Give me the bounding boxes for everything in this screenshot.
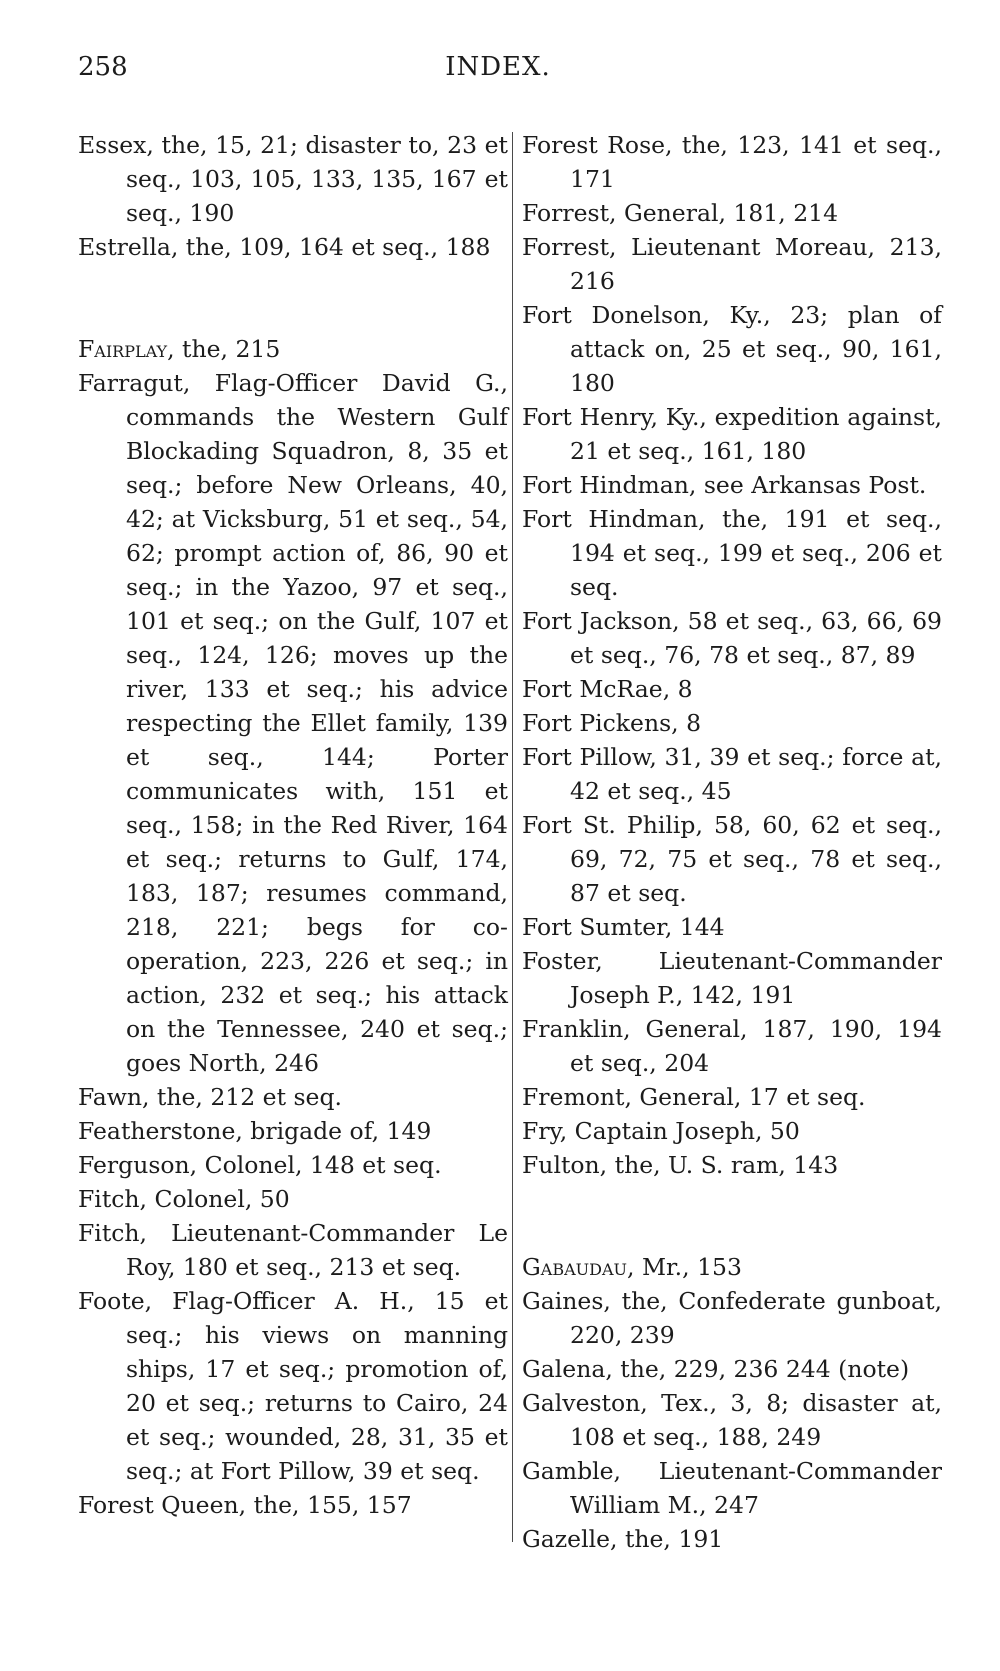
index-entry-essex: Essex, the, 15, 21; disaster to, 23 et seq., 103, 105, 133, 135, 167 et seq., 190 <box>78 131 508 227</box>
index-entry-fitch-lieutenant: Fitch, Lieutenant-Commander Le Roy, 180 et seq., 213 et seq. <box>78 1219 508 1281</box>
index-entry-franklin: Franklin, General, 187, 190, 194 et seq., 204 <box>522 1015 942 1077</box>
index-entry-forest-rose: Forest Rose, the, 123, 141 et seq., 171 <box>522 131 942 193</box>
index-entry-gaines: Gaines, the, Confederate gunboat, 220, 239 <box>522 1287 942 1349</box>
index-entry-gazelle: Gazelle, the, 191 <box>522 1525 724 1553</box>
index-entry-gamble: Gamble, Lieutenant-Commander William M., 247 <box>522 1457 942 1519</box>
page-header <box>78 52 918 92</box>
index-entry-fort-pickens: Fort Pickens, 8 <box>522 709 702 737</box>
index-entry-foote: Foote, Flag-Officer A. H., 15 et seq.; his views on manning ships, 17 et seq.; promotion of, 20 et seq.; returns to Cairo, 24 et seq.; wounded, 28, 31, 35 et seq.; at Fort Pillow, 39 et seq. <box>78 1287 508 1485</box>
index-entry-fort-mcrae: Fort McRae, 8 <box>522 675 693 703</box>
index-entry-fry: Fry, Captain Joseph, 50 <box>522 1117 800 1145</box>
index-entry-ferguson: Ferguson, Colonel, 148 et seq. <box>78 1151 442 1179</box>
section-gap <box>522 1182 942 1250</box>
index-entry-fort-jackson: Fort Jackson, 58 et seq., 63, 66, 69 et seq., 76, 78 et seq., 87, 89 <box>522 607 942 669</box>
index-entry-fort-donelson: Fort Donelson, Ky., 23; plan of attack on, 25 et seq., 90, 161, 180 <box>522 301 942 397</box>
index-entry-featherstone: Featherstone, brigade of, 149 <box>78 1117 432 1145</box>
right-column <box>522 128 942 1556</box>
page-number: 258 <box>78 52 128 82</box>
index-entry-fairplay: Fairplay, the, 215 <box>78 335 281 363</box>
index-entry-estrella: Estrella, the, 109, 164 et seq., 188 <box>78 233 491 261</box>
running-head: INDEX. <box>445 52 551 82</box>
index-entry-galena: Galena, the, 229, 236 244 (note) <box>522 1355 910 1383</box>
index-entry-galveston: Galveston, Tex., 3, 8; disaster at, 108 et seq., 188, 249 <box>522 1389 942 1451</box>
index-entry-foster: Foster, Lieutenant-Commander Joseph P., 142, 191 <box>522 947 942 1009</box>
index-entry-fitch-colonel: Fitch, Colonel, 50 <box>78 1185 290 1213</box>
index-entry-forest-queen: Forest Queen, the, 155, 157 <box>78 1491 412 1519</box>
index-entry-forrest-general: Forrest, General, 181, 214 <box>522 199 839 227</box>
index-entry-fort-pillow: Fort Pillow, 31, 39 et seq.; force at, 42 et seq., 45 <box>522 743 942 805</box>
index-entry-fulton: Fulton, the, U. S. ram, 143 <box>522 1151 839 1179</box>
index-entry-fort-sumter: Fort Sumter, 144 <box>522 913 725 941</box>
index-entry-fort-henry: Fort Henry, Ky., expedition against, 21 et seq., 161, 180 <box>522 403 942 465</box>
index-entry-fawn: Fawn, the, 212 et seq. <box>78 1083 342 1111</box>
index-entry-forrest-moreau: Forrest, Lieutenant Moreau, 213, 216 <box>522 233 942 295</box>
index-entry-fort-hindman-ship: Fort Hindman, the, 191 et seq., 194 et seq., 199 et seq., 206 et seq. <box>522 505 942 601</box>
column-divider <box>512 132 513 1542</box>
index-entry-fort-st-philip: Fort St. Philip, 58, 60, 62 et seq., 69, 72, 75 et seq., 78 et seq., 87 et seq. <box>522 811 942 907</box>
left-column <box>78 128 508 1522</box>
section-gap <box>78 264 508 332</box>
index-entry-fremont: Fremont, General, 17 et seq. <box>522 1083 866 1111</box>
index-entry-fort-hindman-see: Fort Hindman, see Arkansas Post. <box>522 471 927 499</box>
index-entry-gabaudau: Gabaudau, Mr., 153 <box>522 1253 742 1281</box>
index-entry-farragut: Farragut, Flag-Officer David G., commands the Western Gulf Blockading Squadron, 8, 35 et seq.; before New Orleans, 40, 42; at Vicksburg, 51 et seq., 54, 62; prompt action of, 86, 90 et seq.; in the Yazoo, 97 et seq., 101 et seq.; on the Gulf, 107 et seq., 124, 126; moves up the river, 133 et seq.; his advice respecting the Ellet family, 139 et seq., 144; Porter communicates with, 151 et seq., 158; in the Red River, 164 et seq.; returns to Gulf, 174, 183, 187; resumes command, 218, 221; begs for co-operation, 223, 226 et seq.; in action, 232 et seq.; his attack on the Tennessee, 240 et seq.; goes North, 246 <box>78 369 508 1077</box>
